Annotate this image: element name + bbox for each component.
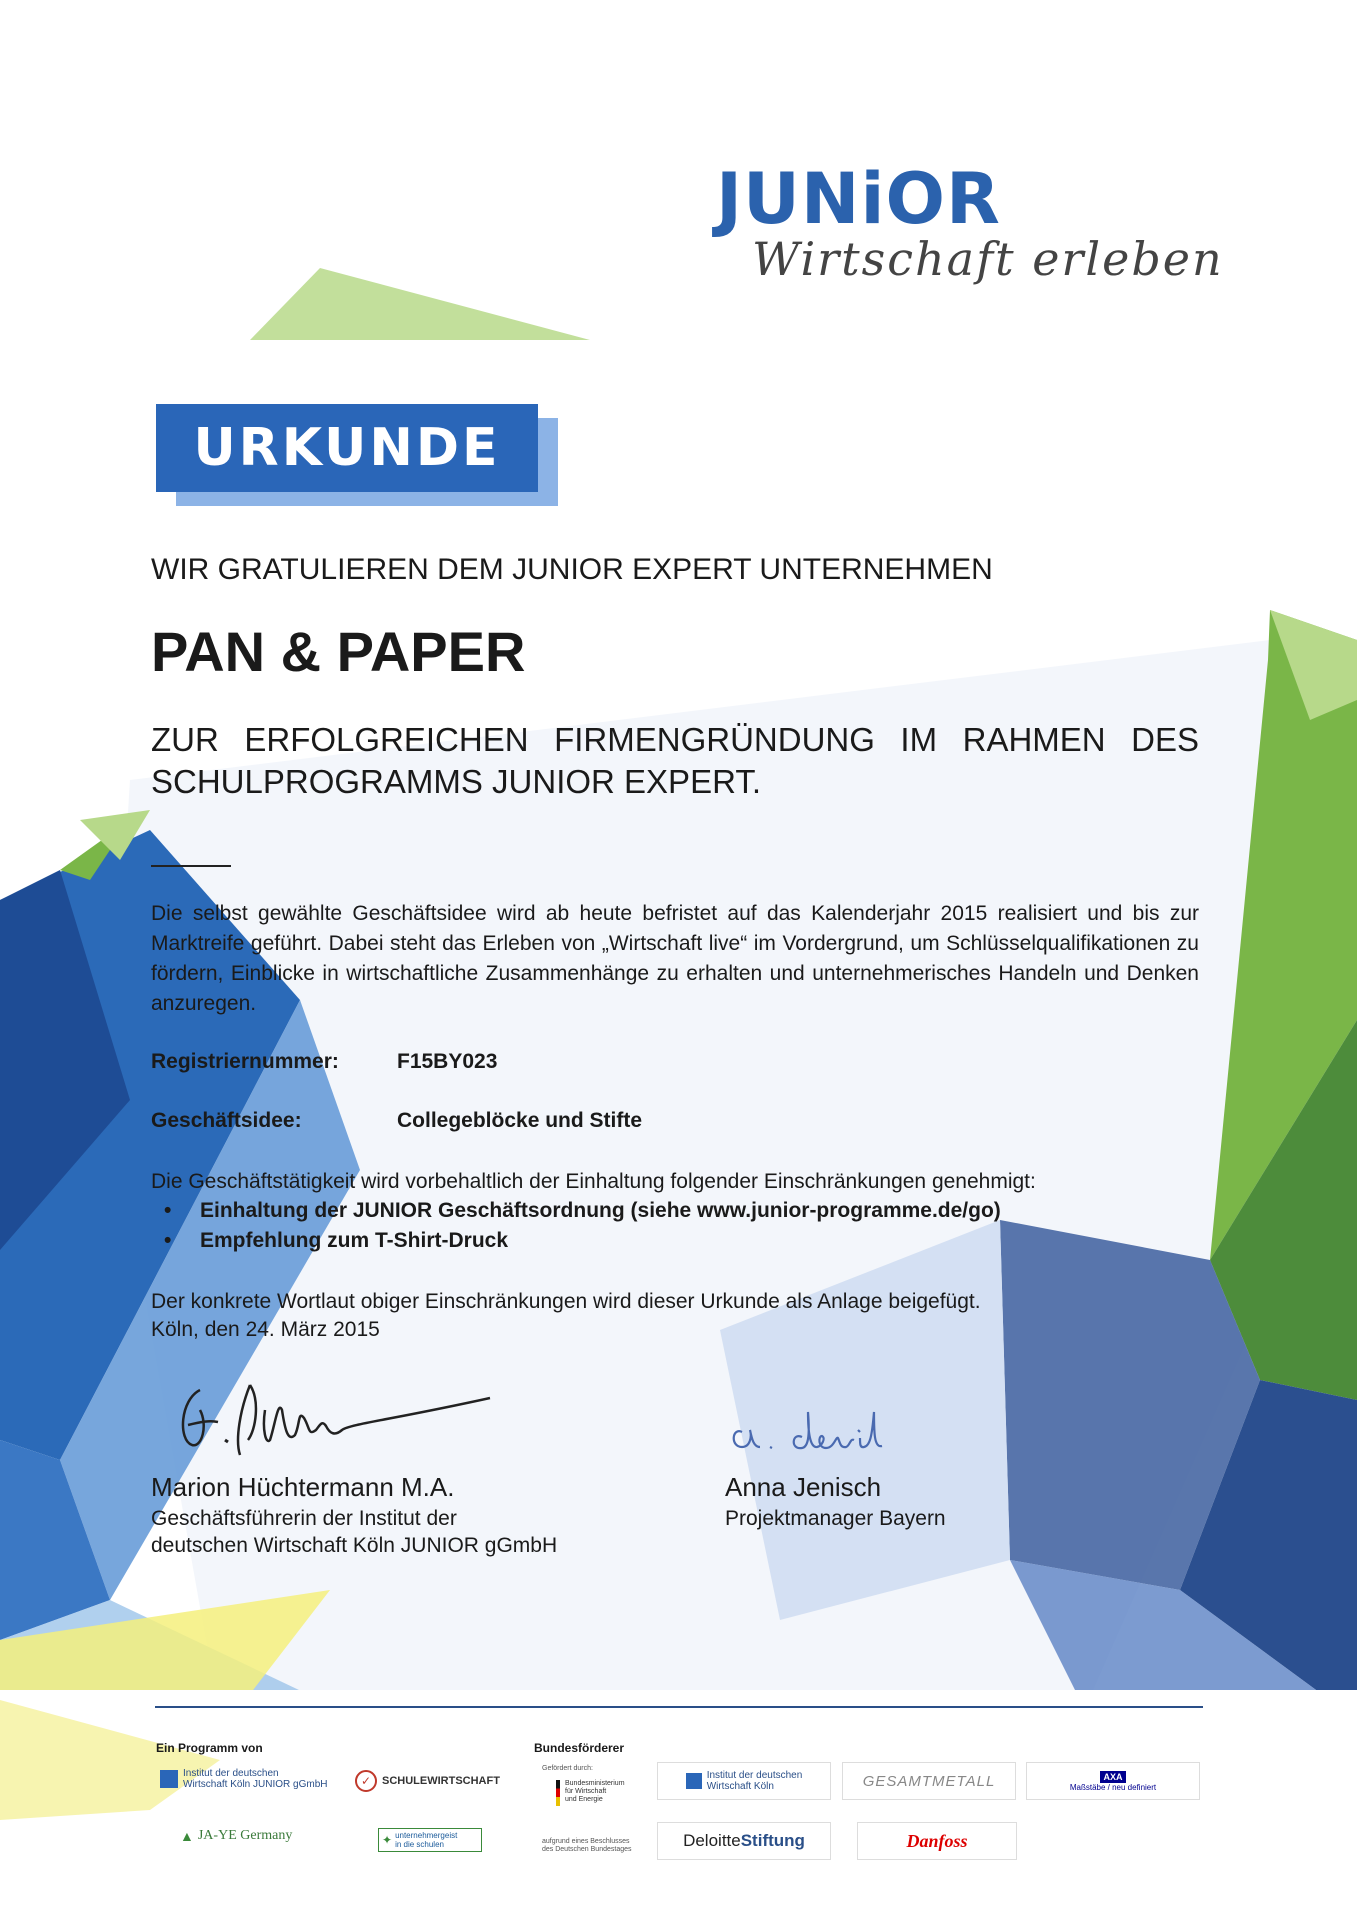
restriction-item: • Empfehlung zum T-Shirt-Druck (200, 1229, 508, 1253)
iw-junior-name: Wirtschaft Köln JUNIOR gGmbH (183, 1779, 328, 1790)
signatory-1-name: Marion Hüchtermann M.A. (151, 1472, 455, 1502)
signatory-2-name: Anna Jenisch (725, 1472, 882, 1502)
iw-koeln-logo: Institut der deutschen Wirtschaft Köln (657, 1762, 831, 1800)
certificate-badge: URKUNDE (156, 404, 538, 492)
description-paragraph: Die selbst gewählte Geschäftsidee wird ab heute befristet auf das Kalenderjahr 2015 realisiert und bis zur Marktreife geführt. Dabei steht das Erleben von „Wirtschaft live“ im Vordergrund, um Schlüsselqualifikationen zu fördern, Einblicke in wirtschaftliche Zusammenhänge zu erhalten und unternehmerisches Handeln und Denken anzuregen. (151, 902, 1199, 1015)
business-idea-label: Geschäftsidee: (151, 1109, 302, 1132)
restrictions-intro: Die Geschäftstätigkeit wird vorbehaltlich der Einhaltung folgender Einschränkungen genehmigt: (151, 1170, 1036, 1193)
sponsor-label: Bundesförderer (534, 1741, 625, 1755)
deloitte-stiftung-logo: Deloitte Stiftung (657, 1822, 831, 1860)
final-note: Der konkrete Wortlaut obiger Einschränkungen wird dieser Urkunde als Anlage beigefügt. (151, 1290, 981, 1313)
unternehmergeist-logo: ✦ unternehmergeist in die schulen (378, 1828, 482, 1852)
iw-logo-icon (160, 1770, 178, 1788)
person-icon: ✦ (382, 1833, 393, 1847)
bmwi-note: aufgrund eines Beschlusses des Deutschen Bundestages (542, 1838, 632, 1853)
iw-junior-name: Institut der deutschen (183, 1768, 279, 1779)
iw-logo-icon (686, 1773, 702, 1789)
signature-jenisch (722, 1392, 942, 1457)
junior-logo-tagline: Wirtschaft erleben (752, 232, 1224, 286)
bmwi-logo: Bundesministerium für Wirtschaft und Energie (556, 1780, 625, 1806)
reason-line-1: ZUR ERFOLGREICHEN FIRMENGRÜNDUNG IM RAHMEN DES (151, 721, 1199, 758)
bmwi-intro: Gefördert durch: (542, 1765, 593, 1772)
section-divider (151, 865, 231, 867)
signatory-1-role: deutschen Wirtschaft Köln JUNIOR gGmbH (151, 1534, 558, 1557)
restriction-item: • Einhaltung der JUNIOR Geschäftsordnung (siehe www.junior-programme.de/go) (200, 1199, 1001, 1223)
place-and-date: Köln, den 24. März 2015 (151, 1318, 380, 1341)
jaye-logo: ▲ JA-YE Germany (180, 1828, 293, 1844)
congratulation-line: WIR GRATULIEREN DEM JUNIOR EXPERT UNTERNEHMEN (151, 553, 993, 586)
gesamtmetall-logo: GESAMTMETALL (842, 1762, 1016, 1800)
danfoss-logo: Danfoss (857, 1822, 1017, 1860)
reason-line-2: SCHULPROGRAMMS JUNIOR EXPERT. (151, 763, 761, 800)
signature-huechtermann (170, 1370, 500, 1465)
registration-label: Registriernummer: (151, 1050, 339, 1073)
german-flag-icon (556, 1780, 560, 1806)
check-icon: ✓ (355, 1770, 377, 1792)
program-label: Ein Programm von (156, 1741, 263, 1755)
footer-divider (155, 1706, 1203, 1708)
business-idea-value: Collegeblöcke und Stifte (397, 1109, 643, 1132)
company-name: PAN & PAPER (151, 620, 526, 683)
axa-logo: AXA Maßstäbe / neu definiert (1026, 1762, 1200, 1800)
signatory-1-role: Geschäftsführerin der Institut der (151, 1507, 457, 1530)
signatory-2-role: Projektmanager Bayern (725, 1507, 946, 1530)
junior-logo-wordmark: JUNiOR (716, 158, 1001, 240)
registration-value: F15BY023 (397, 1050, 498, 1073)
iw-junior-logo (160, 1768, 327, 1790)
schulewirtschaft-logo: ✓ SCHULEWIRTSCHAFT (355, 1770, 500, 1792)
mountain-icon: ▲ (180, 1828, 194, 1844)
